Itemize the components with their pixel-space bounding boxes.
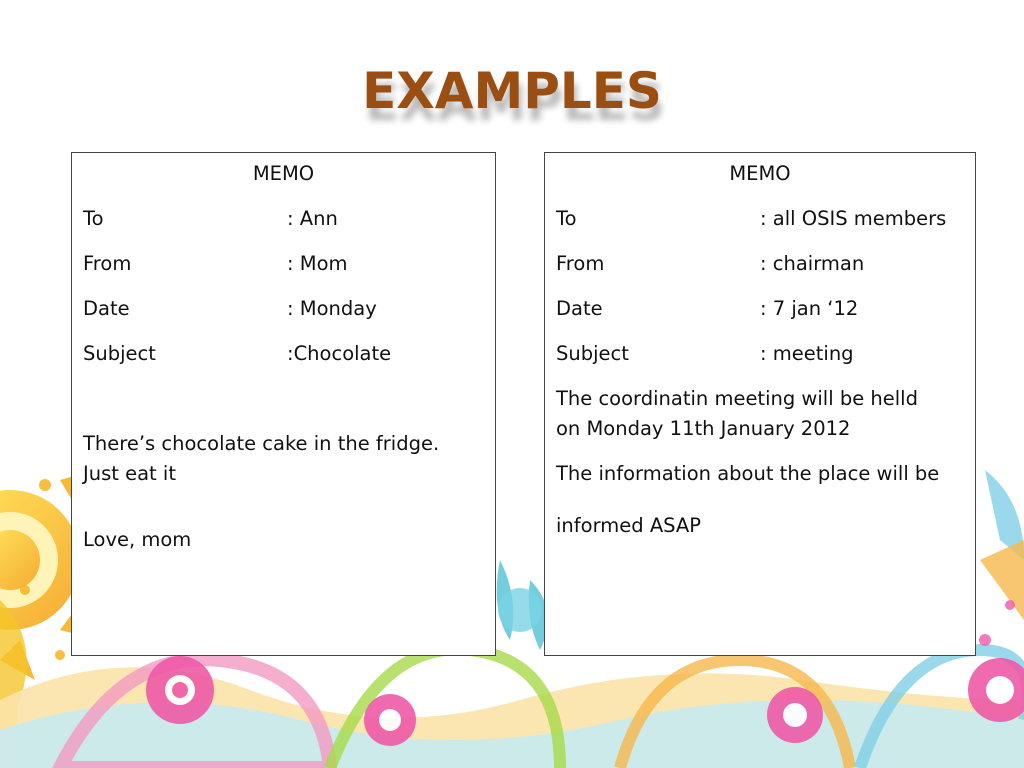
memo-field-date (83, 294, 487, 324)
field-value: : Monday (287, 297, 377, 320)
field-value: : 7 jan ‘12 (760, 297, 859, 320)
memo-body-line: There’s chocolate cake in the fridge. (83, 432, 440, 455)
memo-body-line: Just eat it (83, 462, 176, 485)
memo-field-from (83, 249, 487, 279)
field-value: : Mom (287, 252, 348, 275)
field-value: : Ann (287, 207, 338, 230)
field-label: To (83, 207, 104, 230)
memo-field-subject (83, 339, 487, 369)
memo-field-date (556, 294, 967, 324)
memo-field-to (556, 204, 967, 234)
memo-paragraph-line: informed ASAP (556, 514, 701, 537)
memo-closing: Love, mom (83, 528, 192, 551)
memo-paragraph (556, 384, 967, 444)
memo-field-to (83, 204, 487, 234)
field-label: To (556, 207, 577, 230)
memo-paragraph-line: on Monday 11th January 2012 (556, 417, 851, 440)
memo-field-subject (556, 339, 967, 369)
field-label: From (83, 252, 132, 275)
memo-field-from (556, 249, 967, 279)
memo-card-meeting (544, 152, 976, 656)
field-value: : meeting (760, 342, 854, 365)
memo-paragraph-line: The coordinatin meeting will be helld (556, 387, 918, 410)
memo-paragraph (556, 459, 967, 541)
field-value: : chairman (760, 252, 865, 275)
memo-paragraph-line: The information about the place will be (556, 462, 940, 485)
memo-heading: MEMO (729, 162, 791, 185)
field-label: From (556, 252, 605, 275)
field-label: Date (83, 297, 130, 320)
memo-body (83, 429, 487, 489)
memo-card-home (71, 152, 496, 656)
field-label: Subject (556, 342, 629, 365)
field-value: : all OSIS members (760, 207, 947, 230)
memo-heading: MEMO (252, 162, 315, 185)
slide-title: EXAMPLES (362, 62, 662, 120)
field-label: Subject (83, 342, 156, 365)
field-value: :Chocolate (287, 342, 392, 365)
field-label: Date (556, 297, 603, 320)
